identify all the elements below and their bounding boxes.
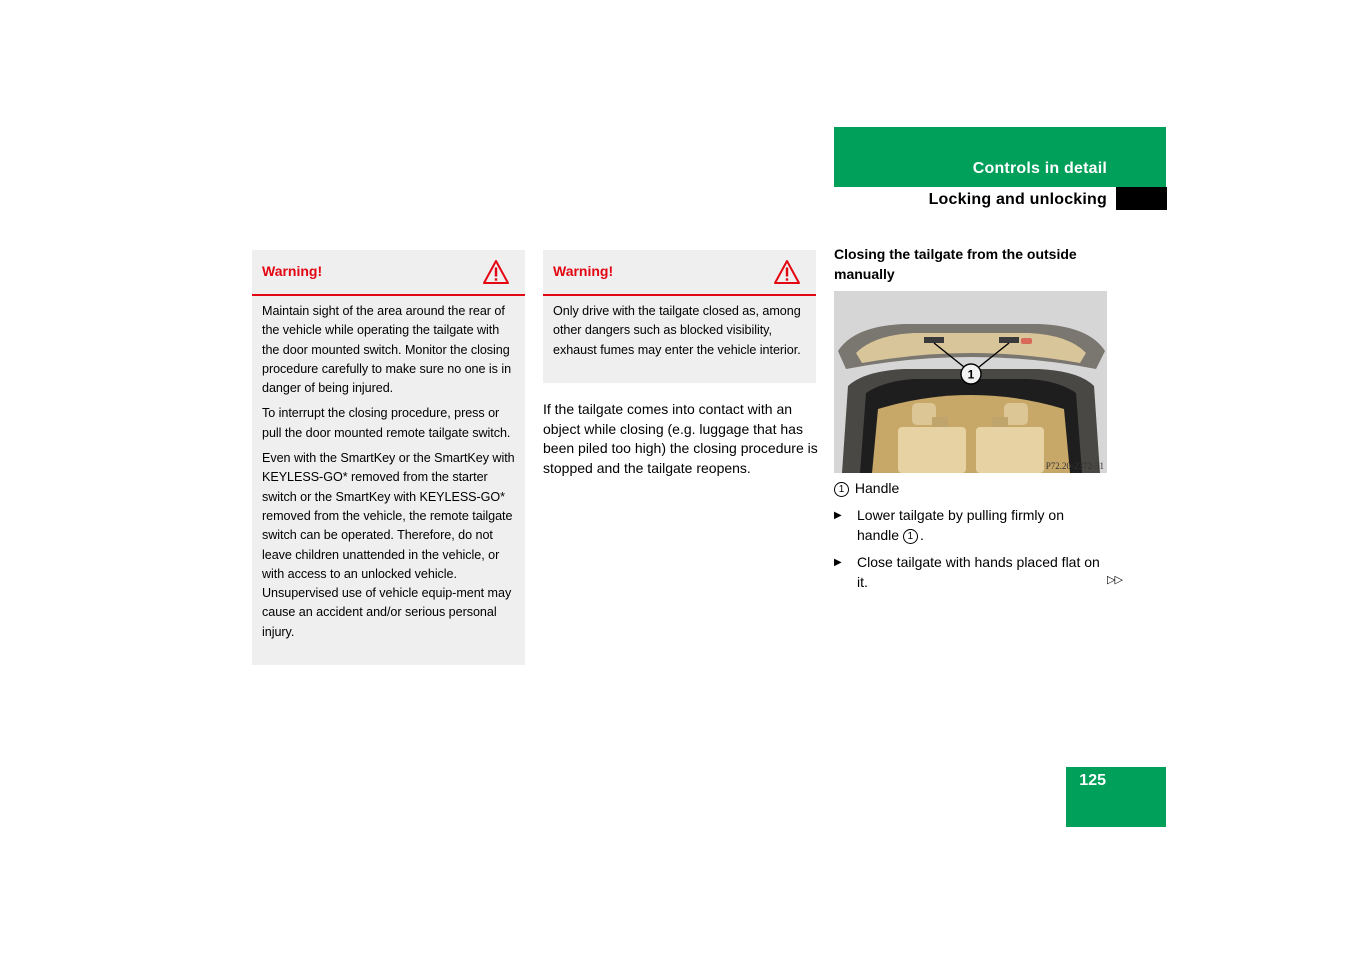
section-tab-marker — [1116, 187, 1167, 210]
handle-reference-badge: 1 — [903, 529, 918, 544]
continued-arrows-icon: ▷▷ — [1107, 574, 1122, 586]
warning-title: Warning! — [553, 263, 614, 279]
warning-header — [543, 250, 816, 296]
warning-body — [543, 296, 816, 372]
legend-label: Handle — [854, 480, 900, 496]
instruction-text-part: . — [919, 526, 924, 543]
figure-callout-number: 1 — [967, 367, 975, 382]
bullet-arrow-icon: ▶ — [834, 510, 842, 521]
subsection-title: Locking and unlocking — [928, 191, 1107, 208]
warning-box-middle — [543, 250, 816, 383]
instruction-text-part: Lower tailgate by pulling firmly on handle — [857, 507, 1064, 543]
warning-title: Warning! — [262, 263, 323, 279]
warning-triangle-icon — [773, 259, 801, 285]
header-green-block — [834, 127, 1166, 187]
warning-header — [252, 250, 525, 296]
warning-box-left — [252, 250, 525, 665]
warning-paragraph: To interrupt the closing procedure, press or pull the door mounted remote tailgate switch. — [262, 406, 511, 440]
body-paragraph: If the tailgate comes into contact with an object while closing (e.g. luggage that has been piled too high) the closing procedure is stopped and the tailgate reopens. — [543, 401, 818, 476]
warning-paragraph: Only drive with the tailgate closed as, among other dangers such as blocked visibility, exhaust fumes may enter the vehicle interior. — [553, 304, 801, 357]
instruction-text: Close tailgate with hands placed flat on it. — [857, 554, 1100, 590]
tailgate-illustration — [834, 291, 1107, 473]
section-title: Controls in detail — [972, 160, 1107, 177]
warning-paragraph: Maintain sight of the area around the rear of the vehicle while operating the tailgate with the door mounted switch. Monitor the closing procedure carefully to make sure no one is in danger of being injured. — [262, 304, 512, 396]
warning-body — [252, 296, 525, 654]
instruction-text — [857, 506, 1109, 545]
bullet-arrow-icon: ▶ — [834, 557, 842, 568]
figure-code: P72.20-2372-31 — [1045, 461, 1104, 471]
warning-triangle-icon — [482, 259, 510, 285]
legend-number-badge: 1 — [834, 482, 849, 497]
page-number: 125 — [1079, 772, 1106, 789]
procedure-heading: Closing the tailgate from the outside manually — [834, 246, 1077, 282]
tailgate-figure — [834, 291, 1107, 473]
warning-paragraph: Even with the SmartKey or the SmartKey with KEYLESS-GO* removed from the starter switch or the SmartKey with KEYLESS-GO* removed from the vehicle, the remote tailgate switch can be operated. Therefore, do not leave children unattended in the vehicle, or with access to an unlocked vehicle. Unsupervised use of vehicle equip-ment may cause an accident and/or serious personal injury. — [262, 451, 515, 639]
figure-legend — [834, 479, 899, 499]
